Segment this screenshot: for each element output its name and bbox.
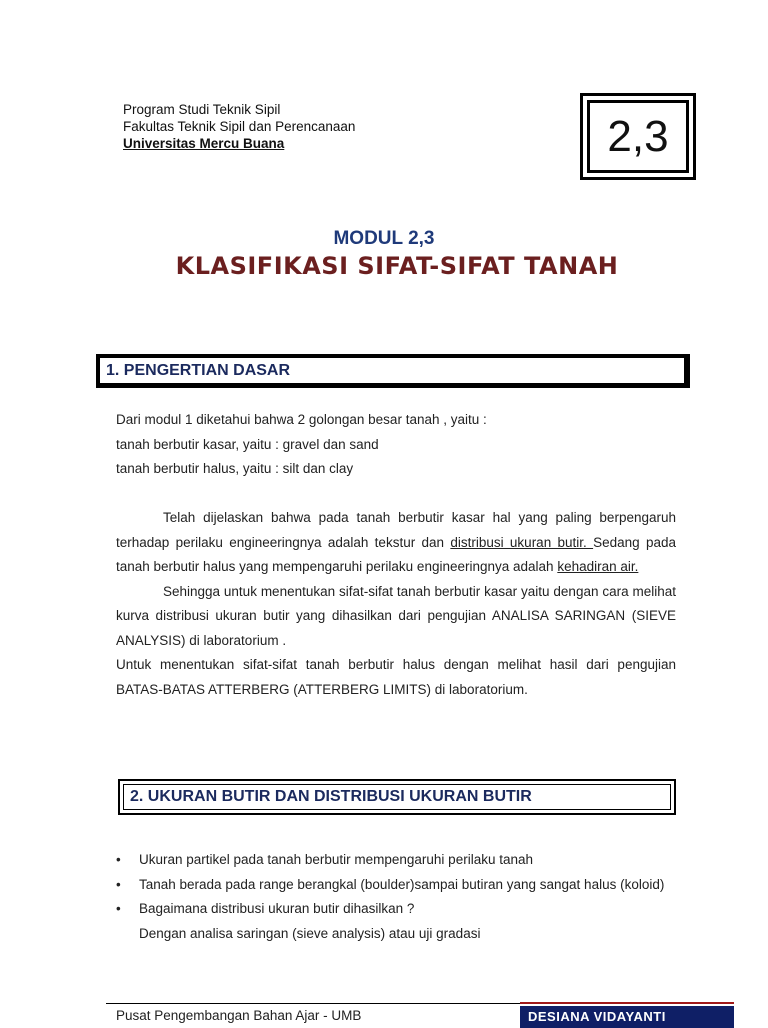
program-line: Program Studi Teknik Sipil xyxy=(123,102,281,117)
list-item-continuation: Dengan analisa saringan (sieve analysis) atau uji gradasi xyxy=(139,925,481,941)
section-2-heading: 2. UKURAN BUTIR DAN DISTRIBUSI UKURAN BUTIR xyxy=(130,788,532,805)
list-item xyxy=(116,873,676,898)
section-2-heading-box xyxy=(118,779,676,815)
footer-accent-rule xyxy=(520,1002,734,1004)
paragraph-2: Sehingga untuk menentukan sifat-sifat tanah berbutir kasar yaitu dengan cara melihat kurva distribusi ukuran butir yang dihasilkan dari pengujian ANALISA SARINGAN (SIEVE ANALYSIS) di laboratorium . xyxy=(116,583,676,648)
list-item xyxy=(116,848,676,873)
footer-rule xyxy=(106,1003,734,1004)
paragraph-1-text-a: Telah dijelaskan bahwa pada tanah berbutir kasar hal yang paling berpengaruh terhadap perilaku engineeringnya adalah tekstur dan xyxy=(116,510,676,550)
module-title: MODUL 2,3 xyxy=(333,228,435,249)
bullet-icon: • xyxy=(116,852,121,867)
module-number-box xyxy=(580,93,696,180)
list-item xyxy=(116,897,676,946)
section-2-bullet-list xyxy=(116,848,676,946)
paragraph-1 xyxy=(116,506,676,580)
paragraph-1-text-b: Sedang pada tanah berbutir halus yang mempengaruhi perilaku engineeringnya adalah xyxy=(116,534,676,574)
section-1-heading: 1. PENGERTIAN DASAR xyxy=(106,361,291,379)
list-item-text: Ukuran partikel pada tanah berbutir mempengaruhi perilaku tanah xyxy=(139,852,533,867)
underlined-term-distribusi: distribusi ukuran butir. xyxy=(450,534,594,550)
institution-header xyxy=(123,101,355,152)
intro-line: tanah berbutir halus, yaitu : silt dan clay xyxy=(116,461,354,476)
intro-line: tanah berbutir kasar, yaitu : gravel dan sand xyxy=(116,436,379,452)
list-item-text: Bagaimana distribusi ukuran butir dihasilkan ? xyxy=(139,901,415,916)
bullet-icon: • xyxy=(116,876,121,892)
intro-line: Dari modul 1 diketahui bahwa 2 golongan besar tanah , yaitu : xyxy=(116,412,487,427)
paragraph-3: Untuk menentukan sifat-sifat tanah berbutir halus dengan melihat hasil dari pengujian BATAS-BATAS ATTERBERG (ATTERBERG LIMITS) di laboratorium. xyxy=(116,657,676,697)
underlined-term-air: kehadiran air. xyxy=(557,559,639,574)
university-line: Universitas Mercu Buana xyxy=(123,136,285,151)
bullet-icon: • xyxy=(116,901,121,916)
footer-left-text: Pusat Pengembangan Bahan Ajar - UMB xyxy=(116,1008,362,1023)
module-number: 2,3 xyxy=(587,100,689,173)
faculty-line: Fakultas Teknik Sipil dan Perencanaan xyxy=(123,119,356,134)
section-1-paragraphs xyxy=(116,506,676,702)
intro-lines xyxy=(116,408,676,482)
section-1-heading-box xyxy=(96,354,690,388)
footer-author-badge: DESIANA VIDAYANTI xyxy=(520,1006,734,1028)
list-item-text: Tanah berada pada range berangkal (boulder)sampai butiran yang sangat halus (koloid) xyxy=(139,876,665,892)
module-subtitle: KLASIFIKASI SIFAT-SIFAT TANAH xyxy=(175,252,619,280)
